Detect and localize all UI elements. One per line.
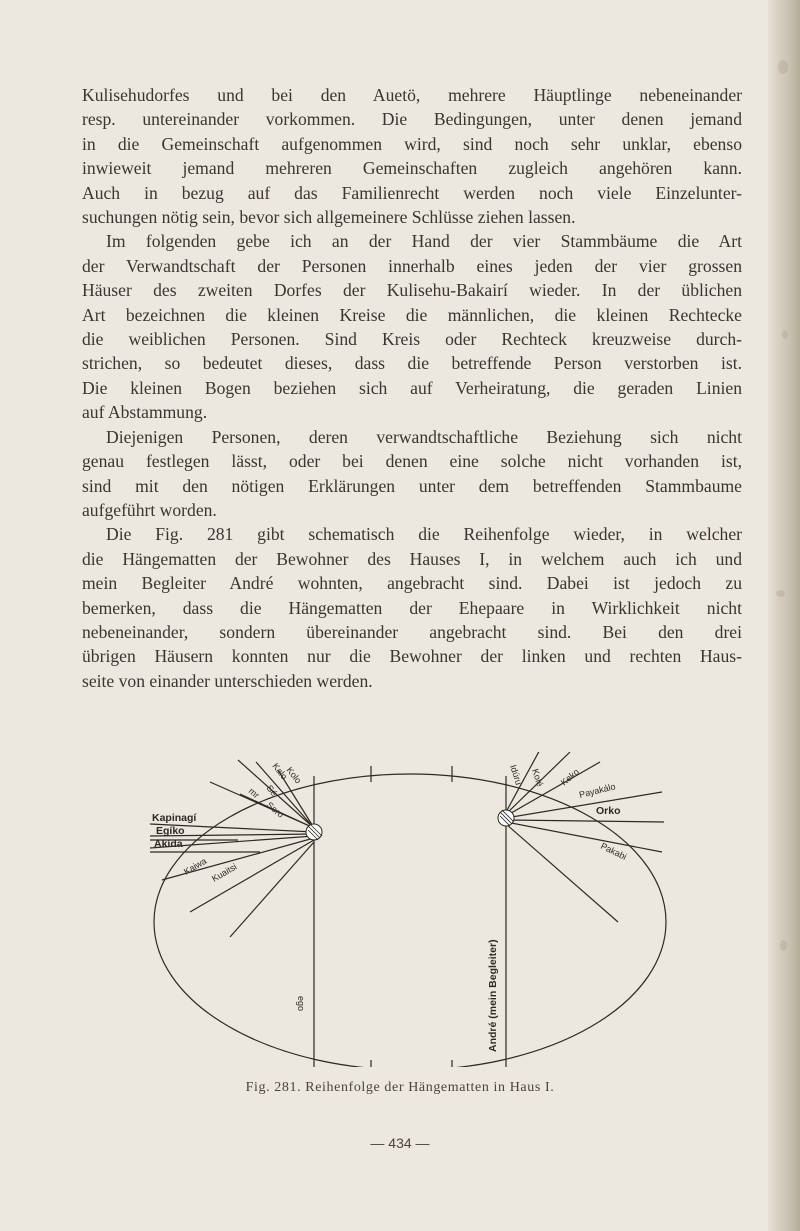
label-right-lower: Pakabi xyxy=(599,840,629,862)
text-line: Häuser des zweiten Dorfes der Kulisehu-Bakairí wieder. In der üblichen xyxy=(82,280,742,301)
text-line: auf Abstammung. xyxy=(82,402,208,423)
label-left-fan-3: Kolo xyxy=(284,765,304,786)
text-line: übrigen Häusern konnten nur die Bewohner der linken und rechten Haus- xyxy=(82,646,742,667)
label-left-fan-4: mr xyxy=(246,785,262,801)
house-outline xyxy=(154,774,666,1067)
text-line: in die Gemeinschaft aufgenommen wird, sind noch sehr unklar, ebenso xyxy=(82,133,742,154)
label-left-fan-5: Soro xyxy=(264,799,286,820)
text-line: der Verwandtschaft der Personen innerhalb eines jeden der vier grossen xyxy=(82,255,742,276)
text-line: Im folgenden gebe ich an der Hand der vier Stammbäume die Art xyxy=(106,231,742,252)
text-line: bemerken, dass die Hängematten der Ehepaare in Wirklichkeit nicht xyxy=(82,597,742,618)
hammock-line-orko xyxy=(506,820,664,822)
text-line: aufgeführt worden. xyxy=(82,499,217,520)
label-kapinagi: Kapinagí xyxy=(152,812,197,824)
text-line: Auch in bezug auf das Familienrecht werden noch viele Einzelunter- xyxy=(82,182,742,203)
figure-caption: Fig. 281. Reihenfolge der Hängematten in Haus I. xyxy=(245,1080,555,1095)
label-orko: Orko xyxy=(596,805,621,817)
label-right-fan-1: Idúru xyxy=(508,763,524,787)
hammock-line xyxy=(190,840,314,912)
label-left-fan-1: Sé xyxy=(264,783,280,798)
text-line: resp. untereinander vorkommen. Die Bedingungen, unter denen jemand xyxy=(82,109,742,130)
text-line: Diejenigen Personen, deren verwandtschaftliche Beziehung sich nicht xyxy=(106,426,742,447)
text-line: genau festlegen lässt, oder bei denen eine solche nicht vorhanden ist, xyxy=(82,451,742,472)
hammock-diagram-svg xyxy=(140,752,680,1067)
text-line: Die Fig. 281 gibt schematisch die Reihenfolge wieder, in welcher xyxy=(106,524,742,545)
text-line: inwieweit jemand mehreren Gemeinschaften zugleich angehören kann. xyxy=(82,158,742,179)
text-line: mein Begleiter André wohnten, angebracht sind. Dabei ist jedoch zu xyxy=(82,573,742,594)
hammock-diagram xyxy=(140,752,680,1067)
body-text xyxy=(82,83,742,693)
label-ego: ego xyxy=(296,996,306,1012)
label-egiko: Egíko xyxy=(156,825,185,837)
text-line: die weiblichen Personen. Sind Kreis oder Rechteck kreuzweise durch- xyxy=(82,329,742,350)
text-line: die Hängematten der Bewohner des Hauses I, in welchem auch ich und xyxy=(82,548,742,569)
label-left-lower-1: Kaiwa xyxy=(182,855,209,877)
page-edge-shadow xyxy=(768,0,800,1231)
label-left-lower-2: Kuaitsi xyxy=(210,861,239,884)
page-number: — 434 — xyxy=(370,1135,430,1151)
hammock-line xyxy=(230,842,314,937)
text-line: strichen, so bedeutet dieses, dass die betreffende Person verstorben ist. xyxy=(82,353,742,374)
text-line: sind mit den nötigen Erklärungen unter dem betreffenden Stammbaume xyxy=(82,475,742,496)
label-right-fan-3: Keko xyxy=(558,766,582,788)
label-right-mid: Payakálo xyxy=(578,781,617,800)
text-line: suchungen nötig sein, bevor sich allgemeinere Schlüsse ziehen lassen. xyxy=(82,207,576,228)
text-line: nebeneinander, sondern übereinander angebracht sind. Bei den drei xyxy=(82,621,742,642)
text-line: seite von einander unterschieden werden. xyxy=(82,670,373,691)
label-left-fan-2: Kalo xyxy=(270,761,290,782)
text-line: Art bezeichnen die kleinen Kreise die männlichen, die kleinen Rechtecke xyxy=(82,304,742,325)
label-andre: André (mein Begleiter) xyxy=(487,939,499,1052)
hammock-line xyxy=(506,824,618,922)
text-line: Kulisehudorfes und bei den Auetö, mehrere Häuptlinge nebeneinander xyxy=(82,85,742,105)
text-line: Die kleinen Bogen beziehen sich auf Verheiratung, die geraden Linien xyxy=(82,377,742,398)
hammock-line xyxy=(506,822,662,852)
label-akida: Akída xyxy=(154,838,183,850)
label-right-fan-2: Kolé xyxy=(530,767,546,788)
